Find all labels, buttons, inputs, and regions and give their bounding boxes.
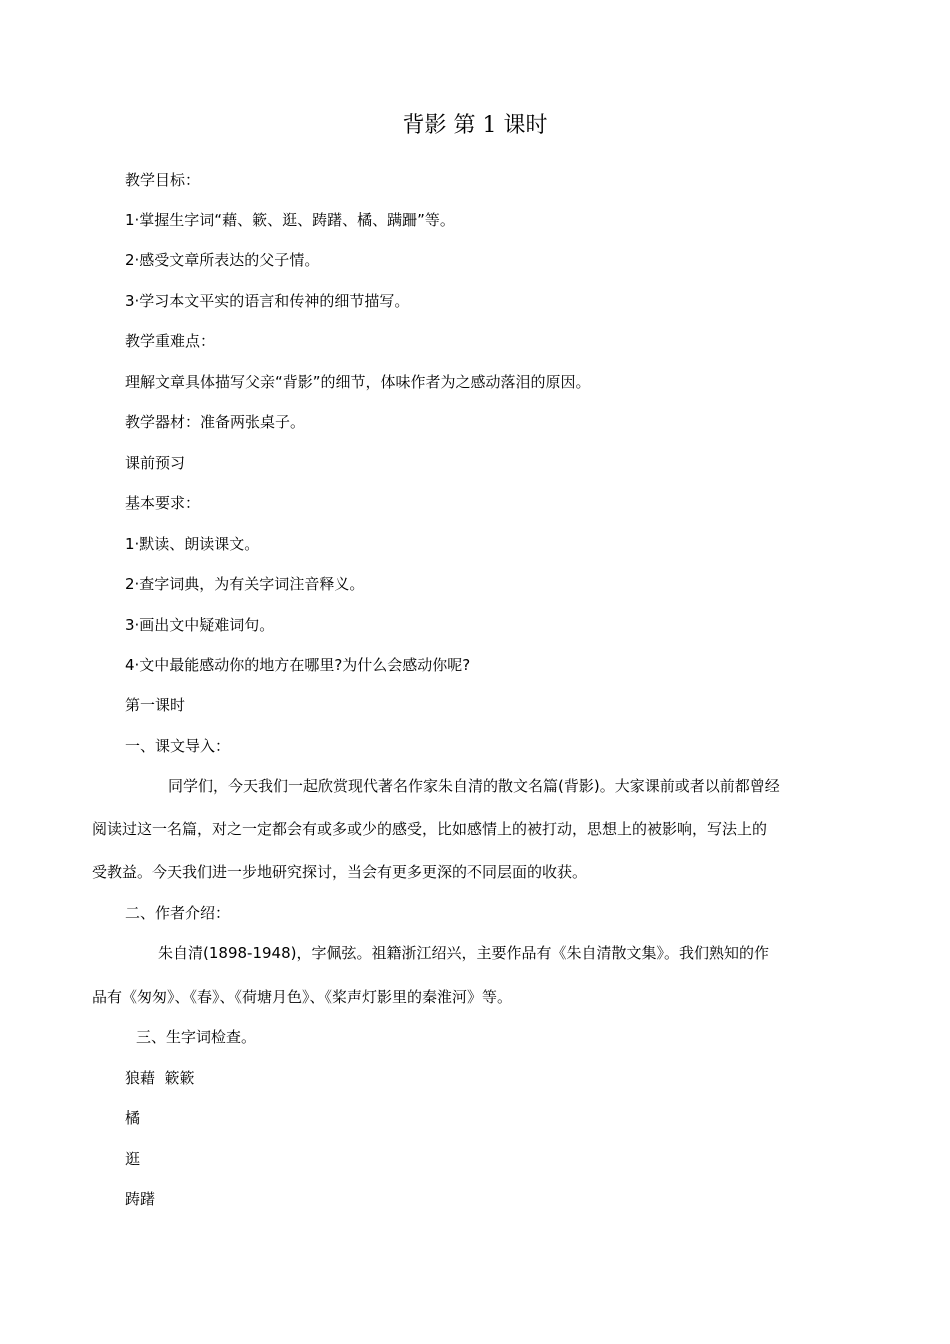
intro-paragraph-line-3: 受教益。今天我们进一步地研究探讨，当会有更多更深的不同层面的收获。	[92, 863, 588, 881]
equipment-text: 教学器材：准备两张桌子。	[125, 413, 306, 431]
first-lesson-heading: 第一课时	[125, 696, 186, 714]
vocab-item-1: 狼藉 簌簌	[125, 1069, 195, 1087]
intro-paragraph-line-2: 阅读过这一名篇，对之一定都会有或多或少的感受，比如感情上的被打动，思想上的被影响，写法上的	[92, 820, 768, 838]
document-title: 背影 第 1 课时	[402, 113, 548, 138]
basic-requirements-heading: 基本要求：	[125, 494, 201, 512]
teaching-goals-heading: 教学目标：	[125, 171, 201, 189]
requirement-item-1: 1·默读、朗读课文。	[125, 535, 260, 553]
vocab-item-3: 逛	[125, 1150, 141, 1168]
vocab-heading: 三、生字词检查。	[136, 1028, 257, 1046]
goal-item-1: 1·掌握生字词“藉、簌、逛、踌躇、橘、蹒跚”等。	[125, 211, 455, 229]
goal-item-2: 2·感受文章所表达的父子情。	[125, 251, 320, 269]
intro-heading: 一、课文导入：	[125, 737, 231, 755]
requirement-item-3: 3·画出文中疑难词句。	[125, 616, 275, 634]
key-points-heading: 教学重难点：	[125, 332, 216, 350]
vocab-item-4: 踌躇	[125, 1190, 156, 1208]
goal-item-3: 3·学习本文平实的语言和传神的细节描写。	[125, 292, 410, 310]
preview-heading: 课前预习	[125, 454, 186, 472]
author-heading: 二、作者介绍：	[125, 904, 231, 922]
author-paragraph-line-2: 品有《匆匆》、《春》、《荷塘月色》、《桨声灯影里的秦淮河》等。	[92, 988, 513, 1006]
requirement-item-2: 2·查字词典，为有关字词注音释义。	[125, 575, 365, 593]
author-paragraph-line-1: 朱自清(1898-1948)，字佩弦。祖籍浙江绍兴，主要作品有《朱自清散文集》。我们熟知的作	[158, 944, 769, 962]
key-points-text: 理解文章具体描写父亲“背影”的细节，体味作者为之感动落泪的原因。	[125, 373, 591, 391]
intro-paragraph-line-1: 同学们，今天我们一起欣赏现代著名作家朱自清的散文名篇(背影)。大家课前或者以前都曾经	[168, 777, 780, 795]
requirement-item-4: 4·文中最能感动你的地方在哪里?为什么会感动你呢?	[125, 656, 471, 674]
vocab-item-2: 橘	[125, 1109, 141, 1127]
